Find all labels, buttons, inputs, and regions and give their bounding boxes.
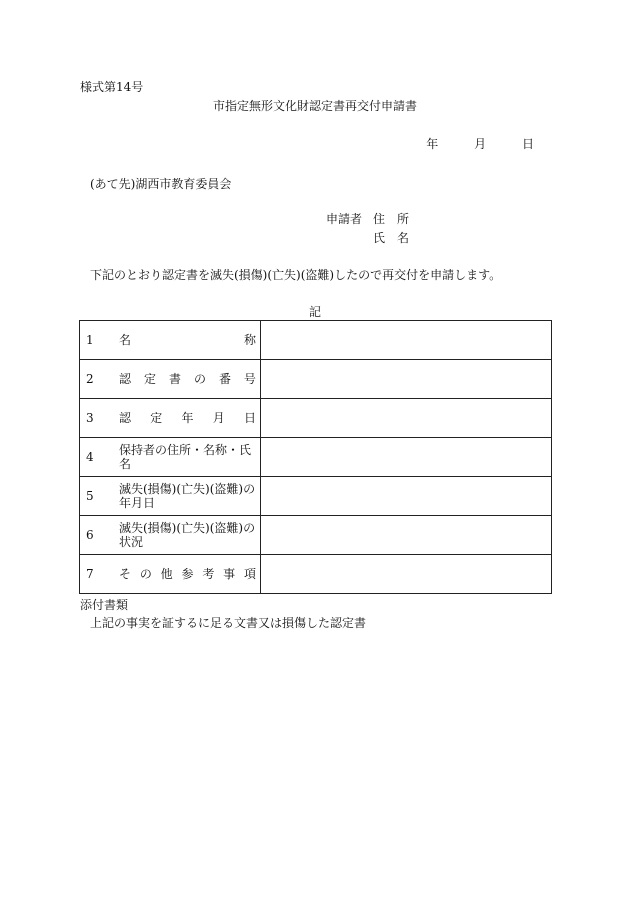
row-label-char: の bbox=[139, 567, 152, 581]
row-label: 滅失(損傷)(亡失)(盗難)の 状況 bbox=[119, 521, 256, 549]
row-label-char: 参 bbox=[181, 567, 194, 581]
row-label-char: 名 bbox=[119, 333, 132, 347]
row-value-field[interactable] bbox=[261, 516, 552, 555]
row-label-cell bbox=[80, 477, 261, 516]
row-number: 4 bbox=[86, 450, 94, 464]
table-row bbox=[80, 555, 552, 594]
row-label-char: 認 bbox=[119, 411, 132, 425]
row-number: 1 bbox=[86, 333, 94, 347]
applicant-label: 申請者 bbox=[326, 212, 363, 226]
row-label-char: 年 bbox=[181, 411, 194, 425]
document-title: 市指定無形文化財認定書再交付申請書 bbox=[212, 99, 417, 113]
row-label-char: 他 bbox=[160, 567, 173, 581]
row-label-char: 考 bbox=[202, 567, 215, 581]
row-label-cell bbox=[80, 516, 261, 555]
row-value-field[interactable] bbox=[261, 360, 552, 399]
table-row bbox=[80, 399, 552, 438]
row-label bbox=[119, 333, 260, 347]
applicant-address-label: 住 所 bbox=[373, 212, 410, 226]
form-number: 様式第14号 bbox=[80, 80, 144, 94]
row-label-char: 番 bbox=[218, 372, 231, 386]
row-label-char: 項 bbox=[243, 567, 256, 581]
row-label-char: 定 bbox=[150, 411, 163, 425]
date-day-label: 日 bbox=[521, 137, 534, 151]
row-label bbox=[119, 411, 260, 425]
date-month-label: 月 bbox=[474, 137, 487, 151]
row-number: 5 bbox=[86, 489, 94, 503]
row-label: 保持者の住所・名称・氏名 bbox=[119, 443, 252, 471]
row-number: 3 bbox=[86, 411, 94, 425]
row-label-char: 称 bbox=[243, 333, 256, 347]
row-label-char: そ bbox=[119, 567, 132, 581]
row-number: 2 bbox=[86, 372, 94, 386]
applicant-name-label: 氏 名 bbox=[373, 231, 410, 245]
row-label-cell bbox=[80, 399, 261, 438]
row-label-char: の bbox=[193, 372, 206, 386]
ki-heading: 記 bbox=[308, 305, 321, 319]
attachments-description: 上記の事実を証するに足る文書又は損傷した認定書 bbox=[90, 616, 367, 630]
row-label-char: 書 bbox=[168, 372, 181, 386]
row-label-cell bbox=[80, 438, 261, 477]
row-label-char: 事 bbox=[223, 567, 236, 581]
table-row bbox=[80, 321, 552, 360]
row-number: 6 bbox=[86, 528, 94, 542]
row-label-cell bbox=[80, 555, 261, 594]
row-value-field[interactable] bbox=[261, 438, 552, 477]
row-label-cell bbox=[80, 321, 261, 360]
table-row bbox=[80, 360, 552, 399]
row-label-cell bbox=[80, 360, 261, 399]
row-label bbox=[119, 372, 260, 386]
row-number: 7 bbox=[86, 567, 94, 581]
row-label-char: 日 bbox=[243, 411, 256, 425]
attachments-heading: 添付書類 bbox=[80, 598, 129, 612]
row-label-char: 定 bbox=[143, 372, 156, 386]
row-value-field[interactable] bbox=[261, 399, 552, 438]
row-label bbox=[119, 567, 260, 581]
date-year-label: 年 bbox=[426, 137, 439, 151]
row-label: 滅失(損傷)(亡失)(盗難)の 年月日 bbox=[119, 482, 256, 510]
row-value-field[interactable] bbox=[261, 477, 552, 516]
table-row bbox=[80, 516, 552, 555]
row-label-char: 月 bbox=[212, 411, 225, 425]
row-value-field[interactable] bbox=[261, 555, 552, 594]
application-statement: 下記のとおり認定書を滅失(損傷)(亡失)(盗難)したので再交付を申請します。 bbox=[90, 268, 502, 282]
addressee: (あて先)湖西市教育委員会 bbox=[90, 177, 232, 191]
row-label-char: 認 bbox=[119, 372, 132, 386]
table-row bbox=[80, 477, 552, 516]
table-row bbox=[80, 438, 552, 477]
row-value-field[interactable] bbox=[261, 321, 552, 360]
row-label-char: 号 bbox=[243, 372, 256, 386]
items-table bbox=[79, 320, 552, 594]
date-line bbox=[394, 137, 534, 151]
